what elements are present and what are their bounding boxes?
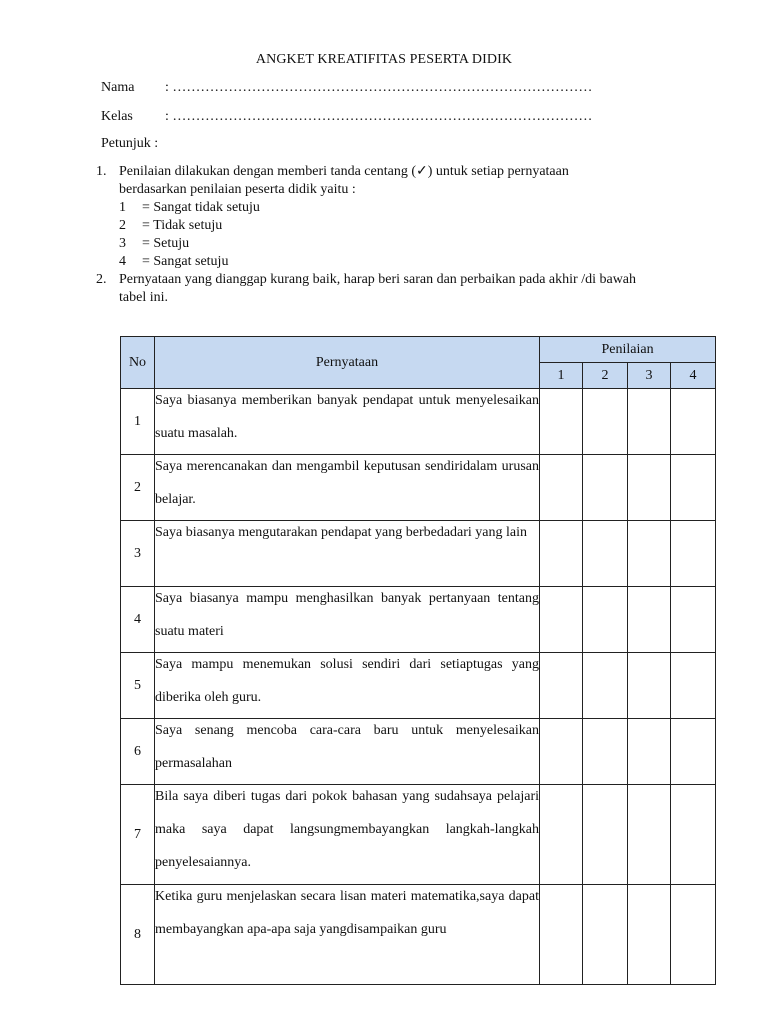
statement-text: Bila saya diberi tugas dari pokok bahasan yang sudahsaya pelajari maka saya dapat langsungmembayangkan langkah-langkah penyelesaiannya. [155,789,539,870]
rating-cell-3[interactable] [628,653,671,719]
rating-cell-4[interactable] [671,653,716,719]
rating-cell-3[interactable] [628,885,671,985]
rating-cell-1[interactable] [540,587,583,653]
table-row [121,587,716,653]
name-blank[interactable]: : ……………………………………………………………………………… [165,80,593,95]
table-row [121,521,716,587]
rating-cell-2[interactable] [583,389,628,455]
class-blank[interactable]: : ……………………………………………………………………………… [165,109,593,124]
scale-desc: = Sangat tidak setuju [142,200,260,215]
scale-item [96,235,706,253]
row-statement [155,455,540,521]
rating-cell-2[interactable] [583,653,628,719]
name-field[interactable] [101,80,592,96]
header-no: No [121,337,155,389]
rating-cell-1[interactable] [540,521,583,587]
survey-table [120,336,716,985]
scale-desc: = Tidak setuju [142,218,223,233]
instruction-text: tabel ini. [119,290,168,305]
scale-key: 2 [119,218,126,233]
rating-cell-1[interactable] [540,389,583,455]
header-rating-level: 4 [671,363,716,389]
table-row [121,389,716,455]
instructions-heading: Petunjuk : [101,136,159,151]
scale-item [96,199,706,217]
scale-item [96,217,706,235]
table-row [121,785,716,885]
statement-text: Ketika guru menjelaskan secara lisan materi matematika,saya dapat membayangkan apa-apa saja yangdisampaikan guru [155,889,539,937]
scale-key: 4 [119,254,126,269]
scale-desc: = Setuju [142,236,190,251]
rating-cell-4[interactable] [671,389,716,455]
statement-text: Saya senang mencoba cara-cara baru untuk menyelesaikan permasalahan [155,723,539,771]
rating-cell-2[interactable] [583,719,628,785]
rating-cell-4[interactable] [671,719,716,785]
scale-item [96,253,706,271]
row-statement [155,719,540,785]
rating-cell-4[interactable] [671,587,716,653]
header-rating: Penilaian [540,337,716,363]
statement-text: Saya biasanya mengutarakan pendapat yang berbedadari yang lain [155,525,528,540]
scale-desc: = Sangat setuju [142,254,229,269]
row-statement [155,885,540,985]
instructions-list [96,163,706,307]
table-row [121,885,716,985]
header-rating-level: 3 [628,363,671,389]
instruction-item-1 [96,163,706,199]
rating-cell-2[interactable] [583,785,628,885]
rating-cell-2[interactable] [583,885,628,985]
row-statement [155,587,540,653]
rating-cell-3[interactable] [628,587,671,653]
statement-text: Saya biasanya memberikan banyak pendapat untuk menyelesaikan suatu masalah. [155,393,539,441]
rating-cell-1[interactable] [540,785,583,885]
rating-cell-4[interactable] [671,785,716,885]
page-title: ANGKET KREATIFITAS PESERTA DIDIK [255,52,513,67]
rating-cell-1[interactable] [540,885,583,985]
rating-cell-1[interactable] [540,455,583,521]
rating-cell-2[interactable] [583,455,628,521]
row-statement [155,521,540,587]
row-statement [155,389,540,455]
header-statement: Pernyataan [155,337,540,389]
instruction-text: berdasarkan penilaian peserta didik yaitu : [119,182,356,197]
class-label: Kelas [101,109,133,124]
scale-key: 3 [119,236,126,251]
instruction-text: Penilaian dilakukan dengan memberi tanda centang (✓) untuk setiap pernyataan [119,164,569,179]
rating-cell-4[interactable] [671,521,716,587]
statement-text: Saya merencanakan dan mengambil keputusan sendiridalam urusan belajar. [155,459,539,507]
instruction-text: Pernyataan yang dianggap kurang baik, harap beri saran dan perbaikan pada akhir /di bawah [119,272,637,287]
rating-cell-2[interactable] [583,587,628,653]
row-number: 8 [121,885,155,985]
instruction-item-2 [96,271,706,307]
name-label: Nama [101,80,135,95]
row-number: 4 [121,587,155,653]
row-number: 5 [121,653,155,719]
class-field[interactable] [101,109,592,125]
rating-cell-3[interactable] [628,389,671,455]
rating-cell-3[interactable] [628,521,671,587]
rating-cell-3[interactable] [628,719,671,785]
rating-cell-4[interactable] [671,455,716,521]
statement-text: Saya biasanya mampu menghasilkan banyak pertanyaan tentang suatu materi [155,591,539,639]
row-number: 7 [121,785,155,885]
header-rating-level: 1 [540,363,583,389]
table-row [121,455,716,521]
rating-cell-1[interactable] [540,719,583,785]
rating-cell-3[interactable] [628,785,671,885]
header-rating-level: 2 [583,363,628,389]
table-row [121,719,716,785]
row-number: 2 [121,455,155,521]
rating-cell-1[interactable] [540,653,583,719]
row-number: 6 [121,719,155,785]
table-row [121,653,716,719]
row-statement [155,653,540,719]
statement-text: Saya mampu menemukan solusi sendiri dari setiaptugas yang diberika oleh guru. [155,657,539,705]
instruction-number: 2. [96,272,107,287]
rating-cell-4[interactable] [671,885,716,985]
rating-cell-2[interactable] [583,521,628,587]
row-number: 3 [121,521,155,587]
instruction-number: 1. [96,164,107,179]
row-statement [155,785,540,885]
scale-key: 1 [119,200,126,215]
row-number: 1 [121,389,155,455]
rating-cell-3[interactable] [628,455,671,521]
